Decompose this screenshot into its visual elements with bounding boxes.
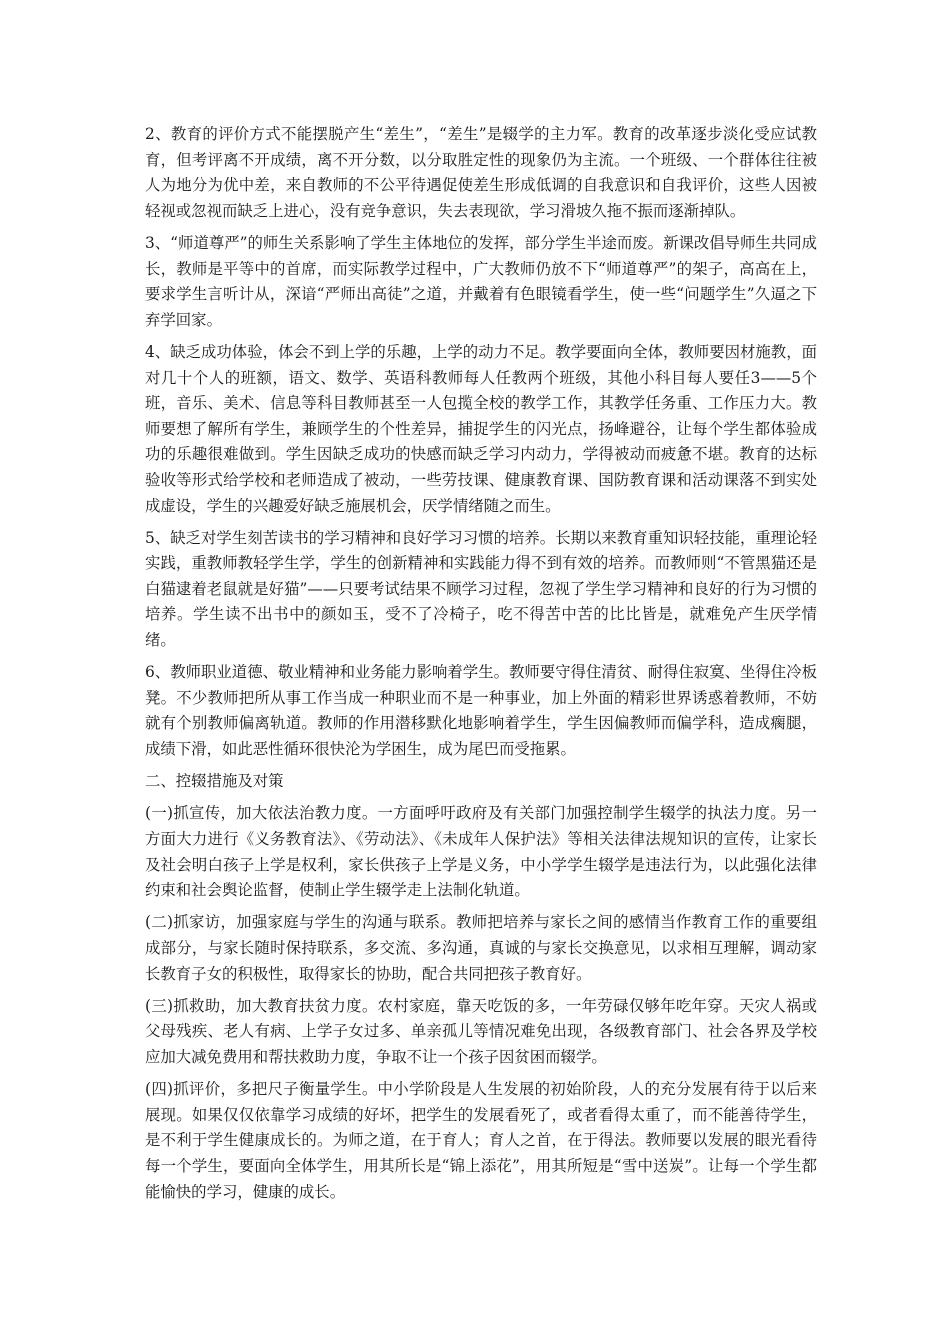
paragraph-teacher-ethics: 6、教师职业道德、敬业精神和业务能力影响着学生。教师要守得住清贫、耐得住寂寞、坐得住冷板凳。不少教师把所从事工作当成一种职业而不是一种事业，加上外面的精彩世界诱惑着教师，不妨就有个别教师偏离轨道。教师的作用潜移默化地影响着学生，学生因偏教师而偏学科，造成瘸腿，成绩下滑，如此恶性循环很快沦为学困生，成为尾巴而受拖累。 (145, 663, 817, 759)
paragraph-lack-of-success: 4、缺乏成功体验，体会不到上学的乐趣，上学的动力不足。教学要面向全体，教师要因材施教，面对几十个人的班额，语文、数学、英语科教师每人任教两个班级，其他小科目每人要任3——5个班，音乐、美术、信息等科目教师甚至一人包揽全校的教学工作，其教学任务重、工作压力大。教师要想了解所有学生，兼顾学生的个性差异，捕捉学生的闪光点，扬峰避谷，让每个学生都体验成功的乐趣很难做到。学生因缺乏成功的快感而缺乏学习内动力，学得被动而疲惫不堪。教育的达标验收等形式给学校和老师造成了被动，一些劳技课、健康教育课、国防教育课和活动课落不到实处成虚设，学生的兴趣爱好缺乏施展机会，厌学情绪随之而生。 (145, 342, 817, 515)
paragraph-measure-evaluation: (四)抓评价，多把尺子衡量学生。中小学阶段是人生发展的初始阶段，人的充分发展有待于以后来展现。如果仅仅依靠学习成绩的好坏，把学生的发展看死了，或者看得太重了，而不能善待学生，是不利于学生健康成长的。为师之道，在于育人；育人之首，在于得法。教师要以发展的眼光看待每一个学生，要面向全体学生，用其所长是“锦上添花”，用其所短是“雪中送炭”。让每一个学生都能愉快的学习，健康的成长。 (145, 1080, 817, 1201)
document-body (145, 122, 817, 1212)
paragraph-evaluation-method: 2、教育的评价方式不能摆脱产生“差生”，“差生”是辍学的主力军。教育的改革逐步淡化受应试教育，但考评离不开成绩，离不开分数，以分取胜定性的现象仍为主流。一个班级、一个群体往往被人为地分为优中差，来自教师的不公平待遇促使差生形成低调的自我意识和自我评价，这些人因被轻视或忽视而缺乏上进心，没有竞争意识，失去表现欲，学习滑坡久拖不振而逐渐掉队。 (145, 125, 817, 220)
paragraph-measure-assistance: (三)抓救助，加大教育扶贫力度。农村家庭，靠天吃饭的多，一年劳碌仅够年吃年穿。天灾人祸或父母残疾、老人有病、上学子女过多、单亲孤儿等情况难免出现，各级教育部门、社会各界及学校应加大减免费用和帮扶救助力度，争取不让一个孩子因贫困而辍学。 (145, 996, 817, 1066)
section-heading-measures: 二、控辍措施及对策 (145, 772, 284, 791)
paragraph-measure-publicity: (一)抓宣传，加大依法治教力度。一方面呼吁政府及有关部门加强控制学生辍学的执法力度。另一方面大力进行《义务教育法》、《劳动法》、《未成年人保护法》等相关法律法规知识的宣传，让家长及社会明白孩子上学是权利，家长供孩子上学是义务，中小学学生辍学是违法行为，以此强化法律约束和社会舆论监督，使制止学生辍学走上法制化轨道。 (145, 804, 817, 900)
paragraph-teacher-dignity: 3、“师道尊严”的师生关系影响了学生主体地位的发挥，部分学生半途而废。新课改倡导师生共同成长，教师是平等中的首席，而实际教学过程中，广大教师仍放不下“师道尊严”的架子，高高在上，要求学生言听计从，深谙“严师出高徒”之道，并戴着有色眼镜看学生，使一些“问题学生”久逼之下弃学回家。 (145, 233, 817, 329)
paragraph-study-habits: 5、缺乏对学生刻苦读书的学习精神和良好学习习惯的培养。长期以来教育重知识轻技能，重理论轻实践，重教师教轻学生学，学生的创新精神和实践能力得不到有效的培养。而教师则“不管黑猫还是白猫逮着老鼠就是好猫”——只要考试结果不顾学习过程，忽视了学生学习精神和良好的行为习惯的培养。学生读不出书中的颜如玉，受不了冷椅子，吃不得苦中苦的比比皆是，就难免产生厌学情绪。 (145, 528, 817, 650)
paragraph-measure-home-visits: (二)抓家访，加强家庭与学生的沟通与联系。教师把培养与家长之间的感情当作教育工作的重要组成部分，与家长随时保持联系，多交流、多沟通，真诚的与家长交换意见，以求相互理解，调动家长教育子女的积极性，取得家长的协助，配合共同把孩子教育好。 (145, 913, 817, 983)
